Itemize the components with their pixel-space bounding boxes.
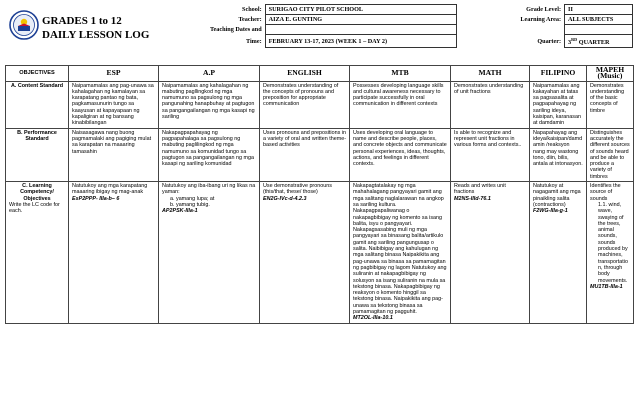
header-row bbox=[128, 15, 633, 25]
quarter-value: 3RD QUARTER bbox=[565, 35, 633, 48]
quarter-label: Quarter: bbox=[457, 35, 565, 48]
lc-code: EsP2PPP- IIIa-b– 6 bbox=[72, 195, 120, 202]
mtb-cell: Uses developing oral language to name and describe people, places, and concrete objects and communicate personal experiences, ideas, thoughts, actions, and feelings in different contexts. bbox=[350, 128, 451, 181]
english-cell: Uses pronouns and prepositions in a variety of oral and written theme-based activities bbox=[260, 128, 350, 181]
header-row bbox=[128, 25, 633, 35]
filipino-cell: Napapahayag ang ideya/kaisipan/damdamin /reaksyon nang may wastong tono, diin, bilis, antala at intonasyon. bbox=[530, 128, 587, 181]
objectives-table bbox=[5, 65, 634, 324]
lesson-log-header bbox=[5, 4, 633, 52]
lc-code: MT2OL-IIIa-10.1 bbox=[353, 315, 393, 322]
school-value: SURIGAO CITY PILOT SCHOOL bbox=[265, 5, 457, 15]
mapeh-cell: Demonstrates understanding of the basic concepts of timbre bbox=[587, 81, 634, 128]
row-heading: C. Learning Competency/ Objectives Write the LC code for each. bbox=[6, 182, 69, 324]
lc-code: EN2G-IVc-d-4.2.3 bbox=[263, 195, 307, 202]
lc-code: M2NS-IIId-76.1 bbox=[454, 195, 491, 202]
header-row bbox=[128, 35, 633, 48]
lc-code: AP2PSK-IIIa-1 bbox=[162, 208, 198, 215]
time-label: Time: bbox=[128, 35, 266, 48]
math-cell: Demonstrates understanding of unit fractions bbox=[451, 81, 530, 128]
filipino-header: FILIPINO bbox=[530, 66, 587, 82]
mapeh-header: MAPEH (Music) bbox=[587, 66, 634, 82]
log-title-grades: GRADES 1 to 12 bbox=[42, 15, 122, 27]
esp-cell: Naipamamalas ang pag-unawa sa kahalagahan ng kamalayan sa karapatang pantao ng bata, pagkamasunurin tungo sa kaayusan at kapayapaan ng kapaligiran at ng bansang kinabibilangan bbox=[69, 81, 159, 128]
ap-cell: Nakapagpapahayag ng pagpapahalaga sa pagsulong ng mabuting paglilingkod ng mga namumuno sa komunidad tungo sa pagtugon sa pangangailangan ng mga kasapi ng sariling komunidad bbox=[159, 128, 260, 181]
math-header: MATH bbox=[451, 66, 530, 82]
learning-area-value: ALL SUBJECTS bbox=[565, 15, 633, 25]
dates-value: FEBRUARY 13-17, 2023 (WEEK 1 – DAY 2) bbox=[265, 35, 457, 48]
objective-row bbox=[6, 128, 634, 181]
mapeh-cell: Identifies the source of sounds 1.1. wind, wave, swaying of the trees, animal sounds, sounds produced by machines, transportation, through body movements. MU1TB-IIIa-1 bbox=[587, 182, 634, 324]
subject-header-row bbox=[6, 66, 634, 82]
objective-row bbox=[6, 81, 634, 128]
objectives-header: OBJECTIVES bbox=[6, 66, 69, 82]
learning-area-label: Learning Area: bbox=[457, 15, 565, 25]
lc-code: MU1TB-IIIa-1 bbox=[590, 283, 623, 290]
mapeh-cell: Distinguishes accurately the different sources of sounds heard and be able to produce a variety of timbres bbox=[587, 128, 634, 181]
math-cell: Reads and writes unit fractions M2NS-IIId-76.1 bbox=[451, 182, 530, 324]
english-cell: Use demonstrative pronouns (this/that, these/ those) EN2G-IVc-d-4.2.3 bbox=[260, 182, 350, 324]
teaching-dates-label: Teaching Dates and bbox=[128, 25, 266, 35]
objectives-table-body bbox=[6, 81, 634, 323]
header-row bbox=[128, 5, 633, 15]
objective-row bbox=[6, 182, 634, 324]
mtb-cell: Possesses developing language skills and cultural awareness necessary to participate successfully in oral communication in different contexts bbox=[350, 81, 451, 128]
header-info-table bbox=[127, 4, 633, 48]
ap-cell: Natutukoy ang iba-ibang uri ng likas na yaman: a. yamang lupa; at b. yamang tubig. AP2PSK-IIIa-1 bbox=[159, 182, 260, 324]
esp-cell: Natutukoy ang mga karapatang maaaring ibigay ng mag-anak EsP2PPP- IIIa-b– 6 bbox=[69, 182, 159, 324]
mtb-header: MTB bbox=[350, 66, 451, 82]
row-heading: A. Content Standard bbox=[6, 81, 69, 128]
grade-level-label: Grade Level: bbox=[457, 5, 565, 15]
deped-seal-icon bbox=[9, 10, 39, 40]
teaching-dates-blank bbox=[265, 25, 457, 35]
english-cell: Demonstrates understanding of the concepts of pronouns and preposition for appropriate communication bbox=[260, 81, 350, 128]
grade-level-value: II bbox=[565, 5, 633, 15]
row-heading: B. Performance Standard bbox=[6, 128, 69, 181]
log-title-dll: DAILY LESSON LOG bbox=[42, 29, 150, 41]
math-cell: Is able to recognize and represent unit fractions in various forms and contexts.. bbox=[451, 128, 530, 181]
esp-header: ESP bbox=[69, 66, 159, 82]
filipino-cell: Natutukoy at nagagamit ang mga pinaikling salita (contractions) F2WG-IIIa-g-1 bbox=[530, 182, 587, 324]
esp-cell: Naisasagawa nang buong pagmamalaki ang pagiging mulat sa karapatan na maaaring tamasahin bbox=[69, 128, 159, 181]
ap-cell: Naipamamalas ang kahalagahan ng mabuting pagllingkod ng mga namumuno sa pagsulong ng mga pangunahing hanapbuhay at pagtugon sa pangangailangan ng mga kasapi ng sariling bbox=[159, 81, 260, 128]
filipino-cell: Naipamamalas ang kakayahan at tatas sa pagsasalita at pagpapahayag ng sariling ideya, kaisipan, karanasan at damdamin bbox=[530, 81, 587, 128]
teacher-value: AIZA E. GUNTING bbox=[265, 15, 457, 25]
mtb-cell: Nakapagtatalakay ng mga mahahalagang pangyayari gamit ang mga salitang naglalarawan na angkop sa sariling kultura. Nakapagpapaliwanag o nakapagbibigay ng komento sa isang balita, isyu o pangyayari. Nakapagsasabing muli ng mga pangyayari sa binasang balita/artikulo gamit ang sariling pangungusap o salita. Naibibigay ang kahulugan ng mga salitang binasa Naipakikita ang pag-unawa sa binasa sa pamamagitan ng pagbibigay ng lagom Natutukoy ang suliranin at nakapagbibigay ng solusyon sa isang suliranin na mula sa tekstong binasa. Nakapagbibigay ng reaksyon o komento hinggil sa tekstong binasa. Naipakikita ang pag-unawa sa tekstong binasa sa pamamagitan ng pagguhit. MT2OL-IIIa-10.1 bbox=[350, 182, 451, 324]
english-header: ENGLISH bbox=[260, 66, 350, 82]
school-label: School: bbox=[128, 5, 266, 15]
teacher-label: Teacher: bbox=[128, 15, 266, 25]
ap-header: A.P bbox=[159, 66, 260, 82]
lc-code: F2WG-IIIa-g-1 bbox=[533, 208, 568, 215]
